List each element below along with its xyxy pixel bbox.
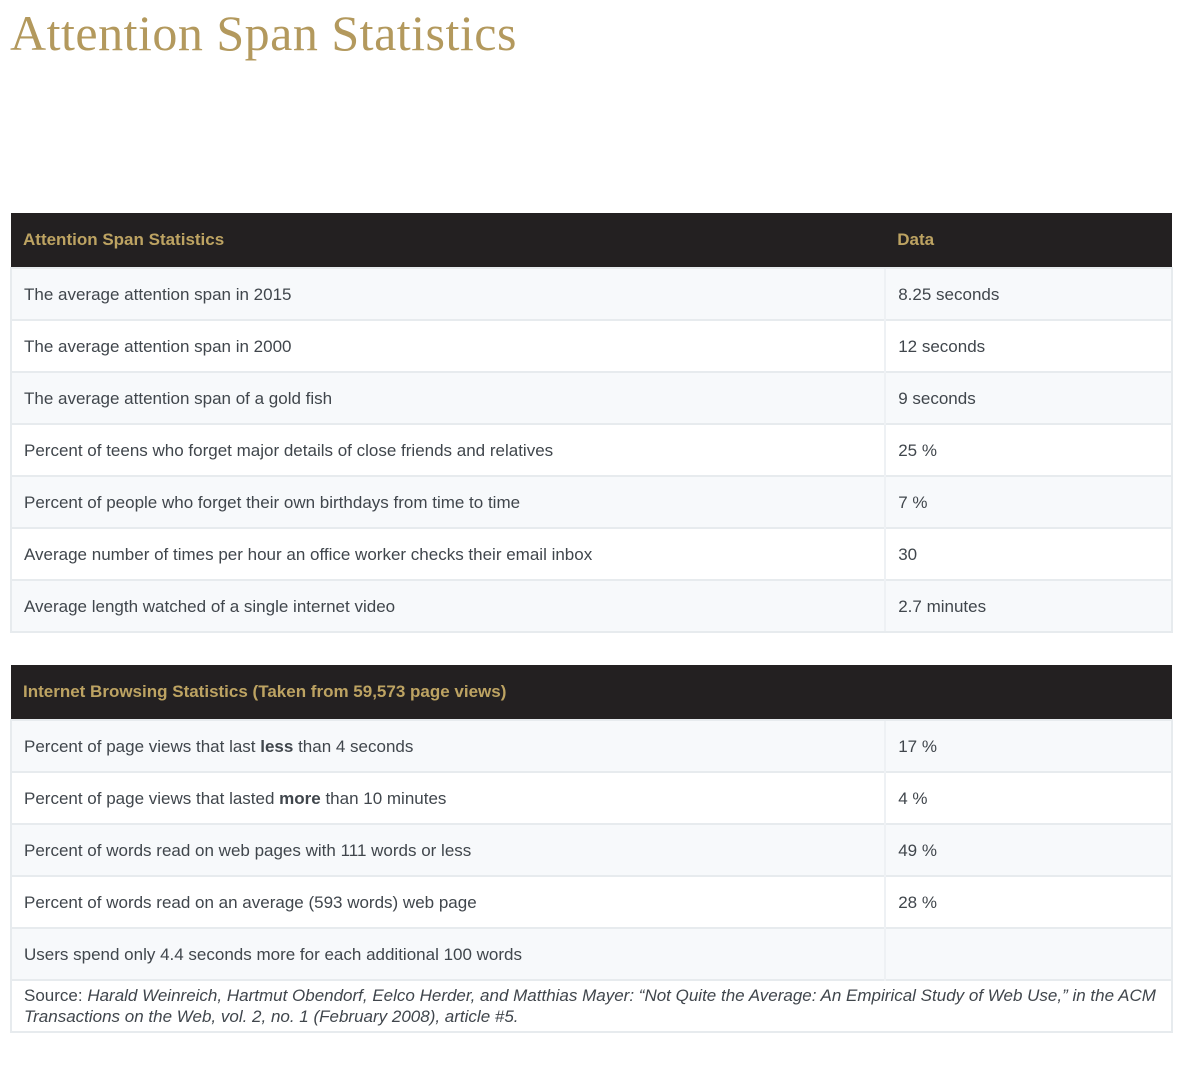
- stat-value: 4 %: [885, 772, 1172, 824]
- source-prefix: Source:: [24, 986, 88, 1005]
- attention-span-table: [10, 213, 1173, 633]
- stat-value: 49 %: [885, 824, 1172, 876]
- table-row: [11, 580, 1172, 632]
- table-row: [11, 476, 1172, 528]
- table-row: [11, 772, 1172, 824]
- stat-value: 25 %: [885, 424, 1172, 476]
- stat-label: Percent of people who forget their own birthdays from time to time: [11, 476, 885, 528]
- table-header-row: [11, 213, 1172, 268]
- stat-label: [11, 876, 885, 928]
- stat-label-bold: more: [279, 788, 321, 808]
- stat-value: [885, 928, 1172, 980]
- stat-label: The average attention span in 2015: [11, 268, 885, 320]
- source-cell: [11, 980, 1172, 1032]
- stat-value: 17 %: [885, 720, 1172, 772]
- stat-label-bold: less: [260, 736, 294, 756]
- table-row: [11, 268, 1172, 320]
- stat-label: Percent of teens who forget major details of close friends and relatives: [11, 424, 885, 476]
- stat-value: 30: [885, 528, 1172, 580]
- stat-label-text: than 4 seconds: [293, 736, 414, 756]
- stat-label: [11, 928, 885, 980]
- internet-browsing-table: [10, 665, 1173, 1033]
- stat-label-text: Users spend only 4.4 seconds more for each additional 100 words: [24, 944, 523, 964]
- stat-label: Average number of times per hour an office worker checks their email inbox: [11, 528, 885, 580]
- stat-label: The average attention span of a gold fish: [11, 372, 885, 424]
- table-row: [11, 372, 1172, 424]
- table2-header-title: Internet Browsing Statistics (Taken from 59,573 page views): [11, 665, 1172, 720]
- source-citation: Harald Weinreich, Hartmut Obendorf, Eelco Herder, and Matthias Mayer: “Not Quite the Average: An Empirical Study of Web Use,” in the ACM Transactions on the Web, vol. 2, no. 1 (February 2008), article #5.: [24, 986, 1156, 1026]
- stat-label: [11, 824, 885, 876]
- stat-label-text: Percent of words read on an average (593 words) web page: [24, 892, 477, 912]
- table1-header-title: Attention Span Statistics: [11, 213, 885, 268]
- table-row: [11, 928, 1172, 980]
- table-row: [11, 424, 1172, 476]
- table-row: [11, 824, 1172, 876]
- page-title: Attention Span Statistics: [10, 5, 517, 61]
- stat-label: Average length watched of a single internet video: [11, 580, 885, 632]
- stat-label-text: Percent of words read on web pages with 111 words or less: [24, 840, 472, 860]
- source-row: [11, 980, 1172, 1032]
- stat-value: 2.7 minutes: [885, 580, 1172, 632]
- stat-label-text: than 10 minutes: [320, 788, 447, 808]
- table-row: [11, 720, 1172, 772]
- stat-value: 28 %: [885, 876, 1172, 928]
- table-row: [11, 528, 1172, 580]
- stat-value: 7 %: [885, 476, 1172, 528]
- page: [10, 0, 1173, 1033]
- table-row: [11, 876, 1172, 928]
- stat-label: [11, 772, 885, 824]
- stat-value: 9 seconds: [885, 372, 1172, 424]
- table1-header-data: Data: [885, 213, 1172, 268]
- table-header-row: [11, 665, 1172, 720]
- stat-label-text: Percent of page views that last: [24, 736, 261, 756]
- stat-label: [11, 720, 885, 772]
- stat-label-text: Percent of page views that lasted: [24, 788, 280, 808]
- stat-value: 8.25 seconds: [885, 268, 1172, 320]
- stat-label: The average attention span in 2000: [11, 320, 885, 372]
- table-row: [11, 320, 1172, 372]
- stat-value: 12 seconds: [885, 320, 1172, 372]
